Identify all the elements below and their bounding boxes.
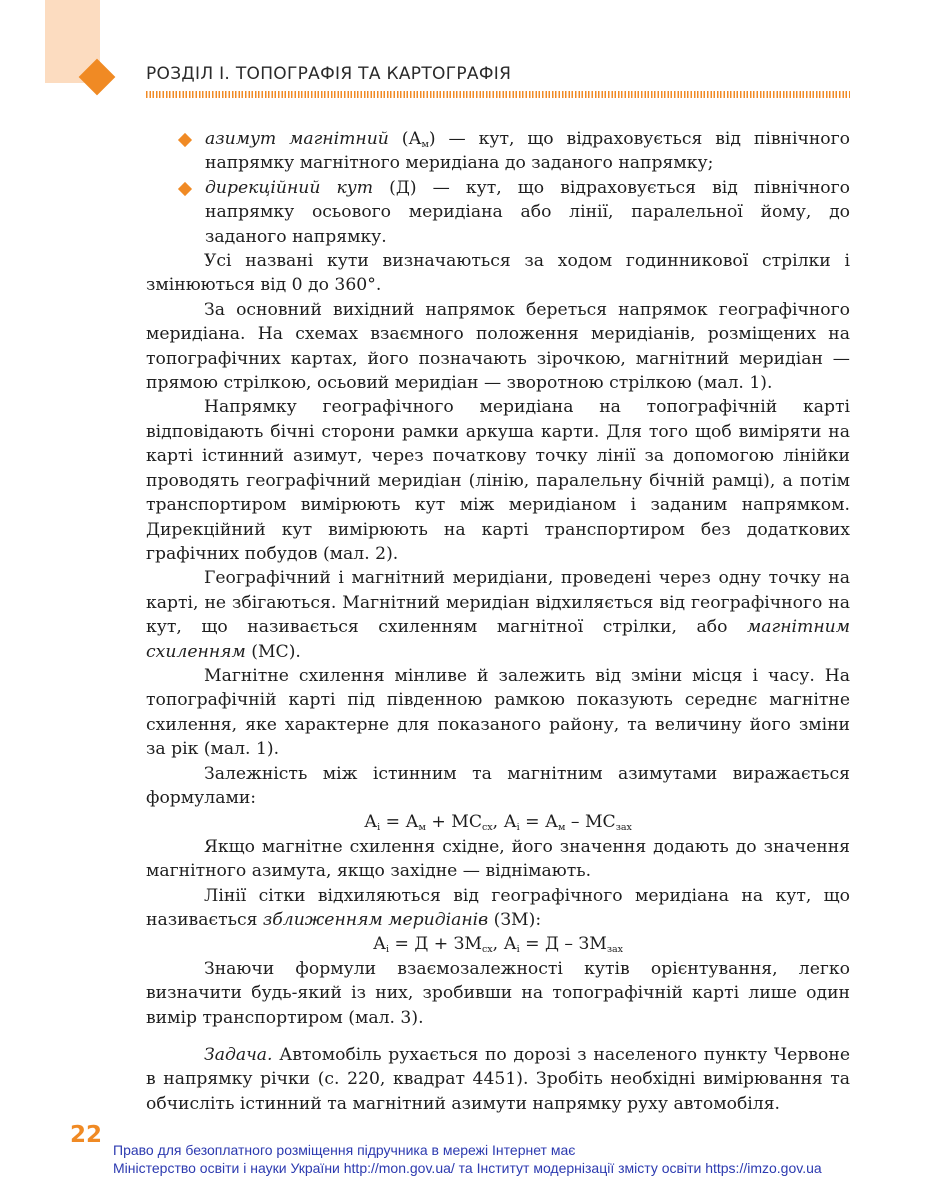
paragraph: За основний вихідний напрямок береться напрямок географічного меридіана. На схемах взаємного положення меридіанів, розміщених на топографічних картах, його позначають зірочкою, магнітний меридіан — прямою стрілкою, осьовий меридіан — зворотною стрілкою (мал. 1). [146, 299, 850, 394]
symbol-subscript: м [421, 139, 429, 150]
paragraph-text: Лінії сітки відхиляються від географічного меридіана на кут, що називається [146, 885, 850, 930]
term: зближенням меридіанів [262, 910, 489, 930]
formula-sub: зах [615, 822, 632, 834]
bullet-item: дирекційний кут (Д) — кут, що відраховується від північного напрямку осьового меридіана або лінії, паралельної йому, до заданого напрямку. [146, 176, 850, 249]
page-number: 22 [70, 1122, 103, 1148]
formula-part: + МС [425, 812, 482, 833]
paragraph [146, 884, 850, 933]
paragraph: Усі названі кути визначаються за ходом годинникової стрілки і змінюються від 0 до 360°. [146, 251, 850, 296]
formula-sub: сх [481, 944, 493, 956]
paragraph: Залежність між істинним та магнітним азимутами виражається формулами: [146, 763, 850, 808]
formula-sub: м [558, 822, 566, 834]
formula-sub: і [386, 944, 390, 956]
formula-part: = А [519, 812, 559, 833]
term: дирекційний кут [205, 177, 374, 198]
paragraph: Напрямку географічного меридіана на топографічній карті відповідають бічні сторони рамки аркуша карти. Для того щоб виміряти на карті істинний азимут, через початкову точку лінії за допомогою лінійки проводять географічний меридіан (лінію, паралельну бічній рамці), а потім транспортиром вимірюють кут між меридіаном і заданим напрямком. Дирекційний кут вимірюють на карті транспортиром без додаткових графічних побудов (мал. 2). [146, 397, 850, 564]
section-title: РОЗДІЛ І. ТОПОГРАФІЯ ТА КАРТОГРАФІЯ [146, 64, 512, 84]
symbol: А [408, 129, 422, 149]
diamond-bullet-icon [178, 133, 192, 147]
paragraph [146, 566, 850, 664]
formula-part: = А [380, 812, 419, 833]
task [146, 1043, 850, 1116]
bullet-item: азимут магнітний $(А_м)$ — кут, що відраховується від північного напрямку магнітного меридіана до заданого напрямку; [146, 127, 850, 176]
page-content [146, 127, 850, 1116]
formula-part: – МС [565, 812, 616, 833]
footer-line: Міністерство освіти і науки України http://mon.gov.ua/ та Інститут модернізації змісту освіти https://imzo.gov.ua [113, 1160, 822, 1176]
formula-part: , А [492, 812, 517, 833]
formula-part: , А [492, 934, 517, 955]
symbol: Д [395, 177, 410, 198]
diamond-bullet-icon [178, 182, 192, 196]
formula-sub: і [516, 944, 520, 956]
term: магнітним схиленням [146, 617, 850, 662]
formula-part: = Д – ЗМ [519, 934, 607, 955]
formula-sub: і [516, 822, 520, 834]
paragraph: Магнітне схилення мінливе й залежить від зміни місця і часу. На топографічній карті під південною рамкою показують середнє магнітне схилення, яке характерне для показаного району, та величину його зміни за рік (мал. 1). [146, 665, 850, 760]
header-divider [146, 91, 850, 98]
formula [146, 932, 850, 956]
formula-part: А [372, 934, 386, 955]
paragraph: Якщо магнітне схилення східне, його значення додають до значення магнітного азимута, якщо західне — віднімають. [146, 836, 850, 882]
paragraph: Знаючи формули взаємозалежності кутів орієнтування, легко визначити будь-який із них, зробивши на топографічній карті лише один вимір транспортиром (мал. 3). [146, 958, 850, 1028]
task-text: Автомобіль рухається по дорозі з населеного пункту Червоне в напрямку річки (с. 220, квадрат 4451). Зробіть необхідні вимірювання та обчисліть істинний та магнітний азимути напрямку руху автомобіля. [146, 1045, 850, 1114]
task-label: Задача. [204, 1045, 273, 1066]
formula-sub: зах [606, 944, 624, 956]
formula-sub: м [418, 822, 426, 834]
paragraph-text: (ЗМ): [488, 910, 542, 930]
formula-sub: і [377, 822, 381, 834]
formula-part: = Д + ЗМ [389, 934, 482, 955]
paragraph-text: Географічний і магнітний меридіани, проведені через одну точку на карті, не збігаються. Магнітний меридіан відхиляється від географічного на кут, що називається схиленням магнітної стрілки, або [146, 568, 850, 638]
formula [146, 810, 850, 834]
footer-line: Право для безоплатного розміщення підручника в мережі Інтернет має [113, 1142, 576, 1158]
definition: ) — кут, що відраховується від північного напрямку магнітного меридіана до заданого напрямку; [205, 129, 850, 174]
paragraph-text: (МС). [245, 641, 301, 662]
definition: ) — кут, що відраховується від північного напрямку осьового меридіана або лінії, паралельної йому, до заданого напрямку. [205, 177, 851, 247]
formula-part: А [364, 812, 378, 833]
term: азимут магнітний [205, 129, 389, 149]
formula-sub: сх [481, 822, 493, 834]
